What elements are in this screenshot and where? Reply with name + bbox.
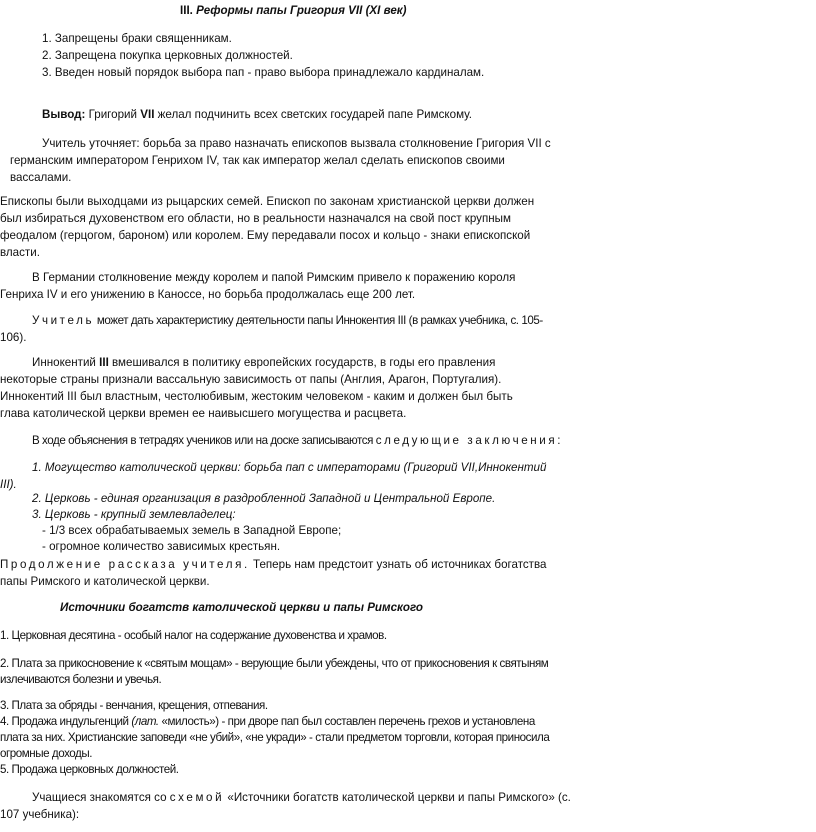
spaced-word: Учитель	[32, 314, 95, 327]
item-text: Церковь - крупный землевладелец:	[41, 508, 236, 521]
source-item: излечиваются болезни и увечья.	[0, 673, 162, 686]
conclusion-text: Григорий	[85, 108, 141, 121]
inline-text: В ходе объяснения в тетрадях учеников или на доске записываются	[32, 434, 376, 447]
source-item: 5. Продажа церковных должностей.	[0, 763, 179, 776]
item-number: 3.	[32, 508, 42, 521]
section-heading	[180, 2, 407, 19]
bullet-item: - огромное количество зависимых крестьян.	[42, 540, 281, 553]
inline-text: вмешивался в политику европейских государств, в годы его правления	[108, 356, 496, 369]
teacher-note-text: может дать характеристику деятельности папы Иннокентия III (в рамках учебника, с. 105-	[94, 314, 543, 327]
paragraph-line: Епископы были выходцами из рыцарских семей. Епископ по законам христианской церкви должен	[0, 195, 535, 208]
conclusion-item	[32, 490, 495, 507]
source-item: огромные доходы.	[0, 747, 93, 760]
conclusion-label: Вывод:	[42, 108, 86, 121]
bullet-item: - 1/3 всех обрабатываемых земель в Западной Европе;	[42, 524, 342, 537]
paragraph-line: был избираться духовенством его области, но в реальности назначался на свой пост крупным	[0, 212, 511, 225]
conclusion-item	[32, 459, 546, 476]
paragraph-line: Иннокентий III был властным, честолюбивым, жестоким человеком - каким и должен был быть	[0, 390, 513, 403]
spaced-words: следующие заключения	[375, 434, 558, 447]
paragraph-line: феодалом (герцогом, бароном) или королем. Ему передавали посох и кольцо - знаки епископской	[0, 229, 531, 242]
conclusion-item	[32, 506, 236, 523]
inline-italic: (лат.	[131, 715, 159, 728]
item-text: Церковь - единая организация в раздробленной Западной и Центральной Европе.	[41, 492, 496, 505]
inline-text: Иннокентий	[32, 356, 100, 369]
inline-text: «Источники богатств католической церкви и папы Римского» (с.	[224, 791, 571, 804]
source-item: 2. Плата за прикосновение к «святым мощам» - верующие были убеждены, что от прикосновения к святыням	[0, 657, 549, 670]
source-item: 3. Плата за обряды - венчания, крещения, отпевания.	[0, 699, 268, 712]
item-number: 1.	[32, 461, 42, 474]
item-text: Могущество католической церкви: борьба пап с императорами (Григорий VII,Иннокентий	[41, 461, 547, 474]
reform-item: 2. Запрещена покупка церковных должностей.	[42, 49, 293, 62]
paragraph-line: германским императором Генрихом IV, так как император желал сделать епископов своими	[10, 154, 505, 167]
paragraph-line: папы Римского и католической церкви.	[0, 575, 210, 588]
inline-text: 4. Продажа индульгенций	[0, 715, 132, 728]
conclusion-text: желал подчинить всех светских государей папе Римскому.	[154, 108, 473, 121]
paragraph-line: власти.	[0, 246, 40, 259]
paragraph-line	[32, 789, 571, 806]
reform-item: 1. Запрещены браки священникам.	[42, 32, 232, 45]
paragraph-line: В Германии столкновение между королем и папой Римским привело к поражению короля	[32, 271, 516, 284]
inline-text: Теперь нам предстоит узнать об источниках богатства	[249, 558, 547, 571]
conclusions-intro	[32, 432, 560, 449]
spaced-words: Продолжение рассказа учителя.	[0, 558, 250, 571]
paragraph-line: вассалами.	[10, 171, 72, 184]
source-item: 1. Церковная десятина - особый налог на содержание духовенства и храмов.	[0, 629, 387, 642]
item-number: 2.	[32, 492, 42, 505]
inline-text: :	[557, 434, 561, 447]
paragraph-line: глава католической церкви времен ее наивысшего могущества и расцвета.	[0, 407, 407, 420]
paragraph-line: 106).	[0, 331, 27, 344]
conclusion-strong: VII	[140, 108, 155, 121]
section-title: Реформы папы Григория VII (XI век)	[196, 4, 407, 17]
source-item	[0, 713, 535, 730]
teacher-note	[32, 312, 543, 329]
paragraph-line	[0, 556, 546, 573]
paragraph-line: Генриха IV и его унижению в Каноссе, но борьба продолжалась еще 200 лет.	[0, 288, 416, 301]
sources-title: Источники богатств католической церкви и папы Римского	[60, 601, 423, 614]
inline-text: «милость») - при дворе пап был составлен перечень грехов и установлена	[158, 715, 535, 728]
conclusion-line	[42, 106, 472, 123]
reform-item: 3. Введен новый порядок выбора пап - право выбора принадлежало кардиналам.	[42, 66, 485, 79]
paragraph-line: Учитель уточняет: борьба за право назначать епископов вызвала столкновение Григория VII с	[42, 137, 551, 150]
inline-strong: III	[99, 356, 109, 369]
paragraph-line	[32, 354, 495, 371]
section-number: III.	[180, 4, 193, 17]
paragraph-line: некоторые страны признали вассальную зависимость от папы (Англия, Арагон, Португалия).	[0, 373, 502, 386]
paragraph-line: 107 учебника):	[0, 808, 80, 821]
source-item: плата за них. Христианские заповеди «не убий», «не укради» - стали предметом торговли, которая приносила	[0, 731, 550, 744]
spaced-word: схемой	[169, 791, 225, 804]
conclusion-item: III).	[0, 478, 17, 491]
inline-text: Учащиеся знакомятся со	[32, 791, 170, 804]
